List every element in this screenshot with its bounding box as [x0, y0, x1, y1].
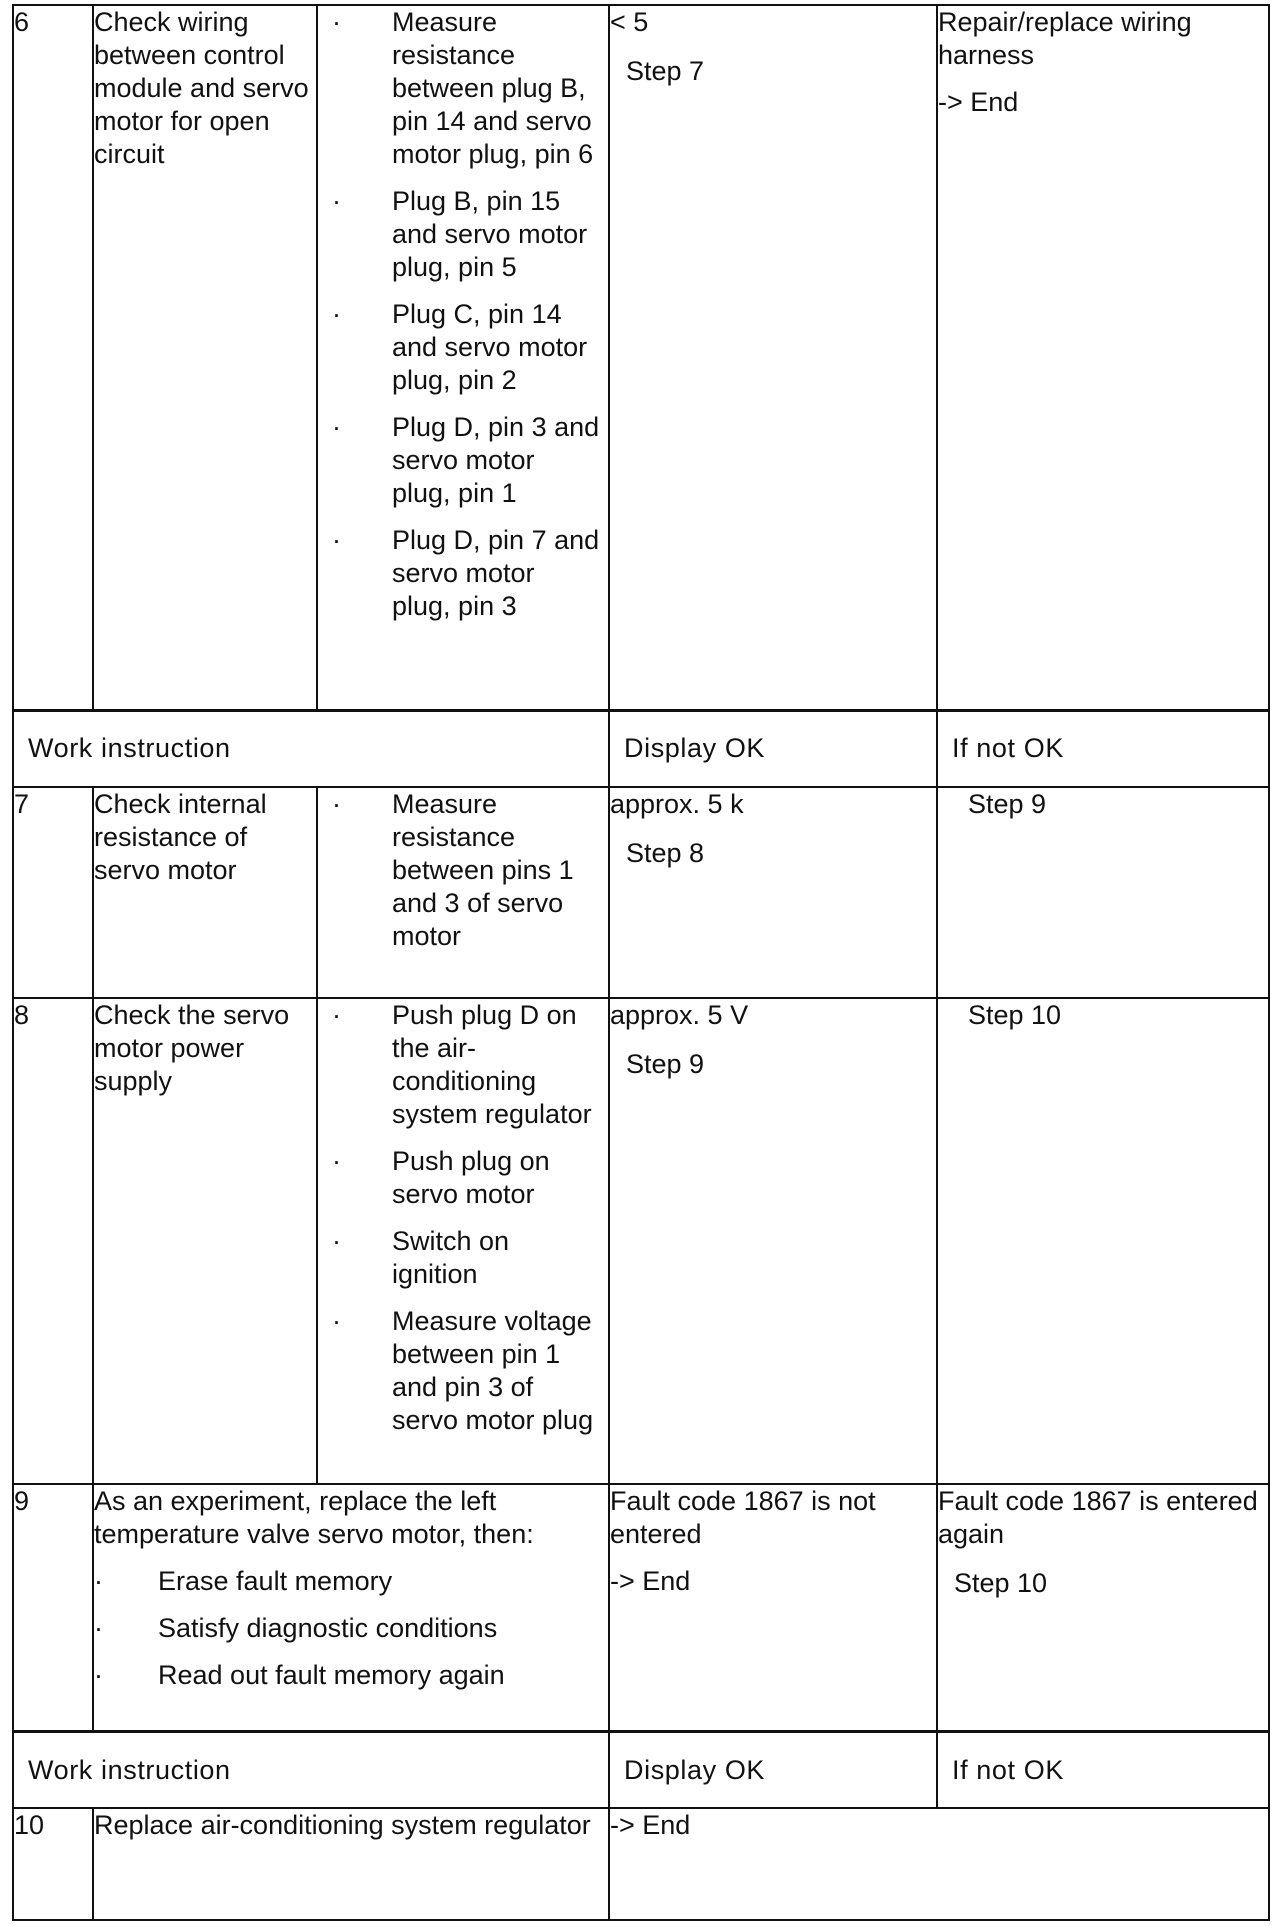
step-6-ok-value: < 5: [610, 7, 649, 37]
list-item: · Plug C, pin 14 and servo motor plug, pin 2: [332, 299, 588, 395]
step-9-display-ok: [609, 1484, 937, 1732]
list-item: · Read out fault memory again: [94, 1659, 505, 1690]
bullet: ·: [332, 7, 341, 37]
step-8-ok-value: approx. 5 V: [610, 999, 749, 1030]
step-6-row: [13, 5, 1269, 710]
list-item: · Measure voltage between pin 1 and pin 3 of servo motor plug: [332, 1305, 594, 1435]
step-8-notok-next: Step 10: [968, 999, 1062, 1030]
step-10-row: [13, 1808, 1269, 1920]
step-7-ok-value: approx. 5 k: [610, 788, 744, 819]
list-item: · Push plug on servo motor: [332, 1145, 550, 1209]
bullet: ·: [332, 999, 341, 1030]
step-6-ok-next: Step 7: [626, 56, 705, 86]
step-9-notok-text: Fault code 1867 is entered again: [938, 1485, 1258, 1549]
step-7-number: 7: [13, 787, 93, 998]
step-6-instructions: [317, 5, 609, 710]
bullet: ·: [94, 1659, 103, 1690]
bullet: ·: [332, 1305, 341, 1336]
step-6-display-ok: [609, 5, 937, 710]
step-9-ok-next: -> End: [610, 1565, 691, 1596]
step-8-not-ok: [937, 998, 1269, 1484]
diagnostic-table: [12, 4, 1270, 1921]
header-display-ok: Display OK: [609, 1732, 937, 1809]
list-item: · Plug D, pin 7 and servo motor plug, pin 3: [332, 525, 600, 621]
header-work-instruction: Work instruction: [13, 1732, 609, 1809]
bullet: ·: [332, 1225, 341, 1256]
list-item: · Measure resistance between plug B, pin 14 and servo motor plug, pin 6: [332, 7, 594, 169]
list-item: · Satisfy diagnostic conditions: [94, 1612, 498, 1643]
step-9-number: 9: [13, 1484, 93, 1732]
step-6-notok-next: -> End: [938, 87, 1019, 117]
step-8-row: [13, 998, 1269, 1484]
step-9-not-ok: [937, 1484, 1269, 1732]
step-8-instructions: [317, 998, 609, 1484]
step-7-display-ok: [609, 787, 937, 998]
bullet: ·: [332, 525, 341, 555]
bullet: ·: [332, 186, 341, 216]
list-item: · Measure resistance between pins 1 and 3 of servo motor: [332, 788, 574, 951]
step-7-notok-next: Step 9: [968, 788, 1047, 819]
list-item: · Plug B, pin 15 and servo motor plug, pin 5: [332, 186, 588, 282]
header-if-not-ok: If not OK: [937, 710, 1269, 787]
bullet: ·: [332, 412, 341, 442]
list-item: · Push plug D on the air-conditioning system regulator: [332, 999, 592, 1129]
step-9-ok-text: Fault code 1867 is not entered: [610, 1485, 876, 1549]
table-header-row: [13, 710, 1269, 787]
step-9-row: [13, 1484, 1269, 1732]
step-8-number: 8: [13, 998, 93, 1484]
header-display-ok: Display OK: [609, 710, 937, 787]
step-7-row: [13, 787, 1269, 998]
table-header-row: [13, 1732, 1269, 1809]
step-8-display-ok: [609, 998, 937, 1484]
step-10-number: 10: [13, 1808, 93, 1920]
step-7-title: Check internal resistance of servo motor: [93, 787, 317, 998]
step-9-notok-next: Step 10: [954, 1567, 1048, 1598]
header-if-not-ok: If not OK: [937, 1732, 1269, 1809]
step-10-title: Replace air-conditioning system regulator: [93, 1808, 609, 1920]
step-8-title: Check the servo motor power supply: [93, 998, 317, 1484]
bullet: ·: [332, 788, 341, 819]
step-10-result: -> End: [609, 1808, 1269, 1920]
bullet: ·: [94, 1565, 103, 1596]
step-8-ok-next: Step 9: [626, 1048, 705, 1079]
bullet: ·: [332, 299, 341, 329]
step-9-title: As an experiment, replace the left temperature valve servo motor, then:: [94, 1485, 534, 1549]
step-7-instructions: [317, 787, 609, 998]
step-7-ok-next: Step 8: [626, 837, 705, 868]
list-item: · Switch on ignition: [332, 1225, 510, 1289]
step-6-number: 6: [13, 5, 93, 710]
header-work-instruction: Work instruction: [13, 710, 609, 787]
step-9-instructions: [93, 1484, 609, 1732]
list-item: · Plug D, pin 3 and servo motor plug, pin 1: [332, 412, 600, 508]
bullet: ·: [332, 1145, 341, 1176]
step-6-not-ok: [937, 5, 1269, 710]
list-item: · Erase fault memory: [94, 1565, 393, 1596]
bullet: ·: [94, 1612, 103, 1643]
step-6-title: Check wiring between control module and servo motor for open circuit: [93, 5, 317, 710]
step-7-not-ok: [937, 787, 1269, 998]
step-6-notok-text: Repair/replace wiring harness: [938, 7, 1192, 70]
